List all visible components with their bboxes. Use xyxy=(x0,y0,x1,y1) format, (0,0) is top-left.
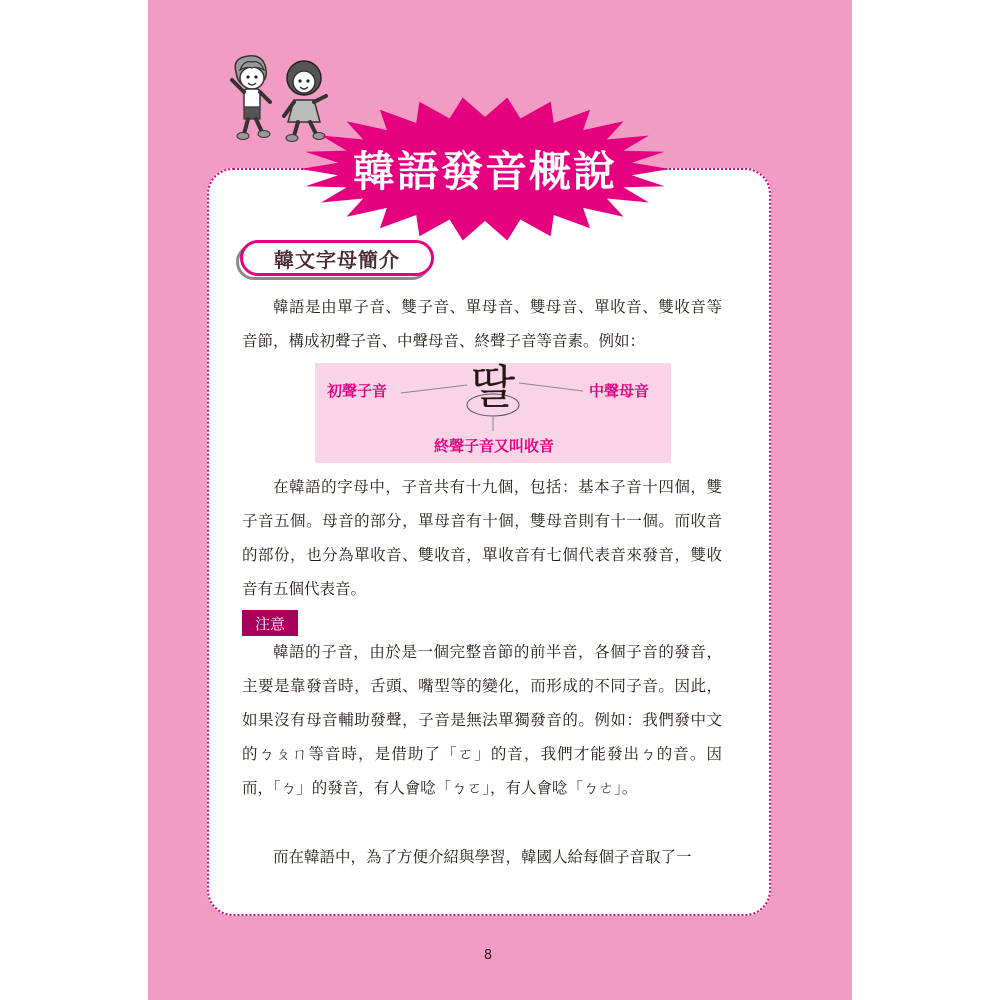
diagram-medial-label: 中聲母音 xyxy=(589,382,650,400)
diagram-final-label: 終聲子音又叫收音 xyxy=(433,437,554,455)
section-title: 韓文字母簡介 xyxy=(274,247,400,272)
note-paragraph: 韓語的子音，由於是一個完整音節的前半音，各個子音的發音，主要是靠發音時，舌頭、嘴型等的變化，而形成的不同子音。因此，如果沒有母音輔助發聲，子音是無法單獨發音的。例如：我們發中文的ㄅㄆㄇ等音時，是借助了「ㄛ」的音，我們才能發出ㄅ的音。因而，「ㄅ」的發音，有人會唸「ㄅㄛ」，有人會唸「ㄅㄜ」。 xyxy=(242,643,722,797)
closing-paragraph: 而在韓語中，為了方便介紹與學習，韓國人給每個子音取了一 xyxy=(273,848,692,866)
syllable-diagram xyxy=(315,360,671,463)
boy-figure xyxy=(232,56,270,140)
diagram-syllable: 딸 xyxy=(470,360,516,414)
page-number: 8 xyxy=(483,948,493,963)
alphabet-paragraph: 在韓語的字母中，子音共有十九個，包括：基本子音十四個，雙子音五個。母音的部分，單母音有十個，雙母音則有十一個。而收音的部份，也分為單收音、雙收音，單收音有七個代表音來發音，雙收音有五個代表音。 xyxy=(242,478,722,598)
intro-paragraph: 韓語是由單子音、雙子音、單母音、雙母音、單收音、雙收音等音節，構成初聲子音、中聲母音、終聲子音等音素。例如： xyxy=(242,298,722,350)
page-title: 韓語發音概說 xyxy=(352,147,617,196)
note-tag: 注意 xyxy=(242,610,298,636)
diagram-initial-label: 初聲子音 xyxy=(327,382,388,400)
